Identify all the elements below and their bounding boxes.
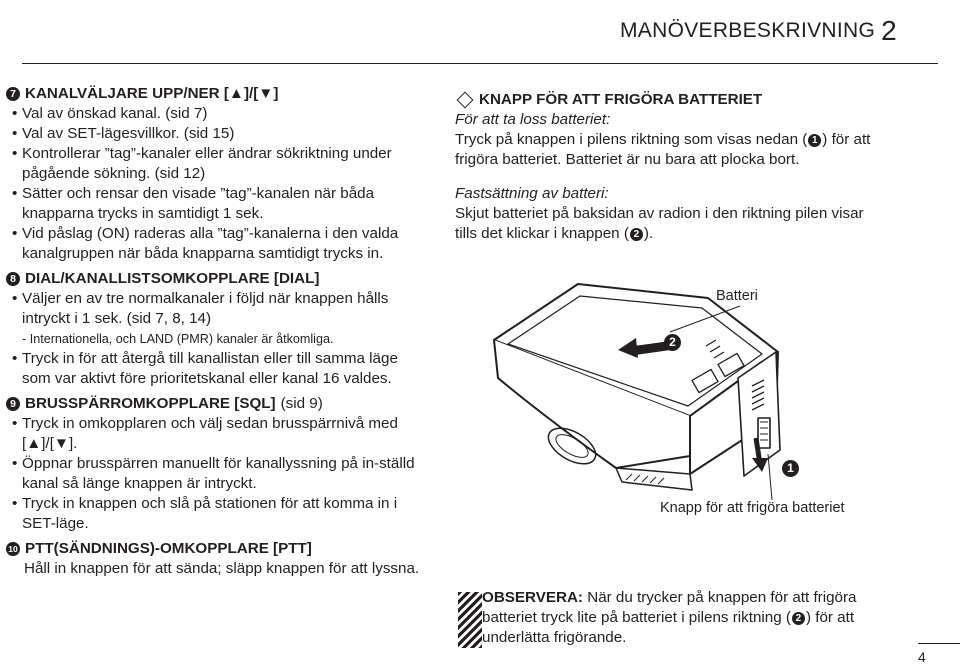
section-9 — [6, 394, 420, 534]
number-badge: 1 — [782, 460, 799, 477]
section-title: DIAL/KANALLISTSOMKOPPLARE [DIAL] — [25, 270, 320, 287]
list-item: • Kontrollerar ”tag”-kanaler eller ändrar sökriktning under pågående sökning. (sid 12) — [22, 144, 420, 184]
attach-battery-subheading: Fastsättning av batteri: — [455, 185, 609, 202]
note-text — [482, 588, 886, 648]
footer-rule — [918, 643, 960, 644]
number-badge: 2 — [664, 334, 681, 351]
section-page-ref: (sid 9) — [280, 395, 323, 412]
section-8-note: - Internationella, och LAND (PMR) kanaler är åtkomliga. — [22, 332, 334, 346]
list-item: • Tryck in omkopplaren och välj sedan brusspärrnivå med [▲]/[▼]. — [22, 414, 420, 454]
remove-battery-subheading: För att ta loss batteriet: — [455, 111, 611, 128]
section-7 — [6, 84, 420, 264]
text-part: Skjut batteriet på baksidan av radion i den riktning pilen visar tills det klickar i knappen ( — [455, 205, 864, 242]
list-item: • Vid påslag (ON) raderas alla ”tag”-kanalerna i den valda kanalgruppen när båda knapparna samtidigt trycks in. — [22, 224, 420, 264]
section-title: PTT(SÄNDNINGS)-OMKOPPLARE [PTT] — [25, 540, 312, 557]
list-item: • Val av SET-lägesvillkor. (sid 15) — [22, 124, 420, 144]
section-7-heading — [6, 84, 420, 104]
number-badge: 7 — [6, 87, 20, 101]
section-10-text: Håll in knappen för att sända; släpp knappen för att lyssna. — [24, 560, 420, 577]
list-item: • Tryck in knappen och slå på stationen för att komma in i SET-läge. — [22, 494, 420, 534]
section-8-list — [6, 289, 420, 329]
number-badge: 9 — [6, 397, 20, 411]
release-button-label: Knapp för att frigöra batteriet — [660, 500, 845, 516]
section-10-heading — [6, 539, 420, 559]
section-10 — [6, 539, 420, 579]
battery-release-heading — [455, 90, 875, 110]
diamond-icon — [457, 92, 474, 109]
remove-battery-text — [455, 130, 875, 170]
left-column — [6, 84, 420, 579]
section-8-list-2 — [6, 349, 420, 389]
section-title: KNAPP FÖR ATT FRIGÖRA BATTERIET — [479, 91, 763, 108]
list-item: • Tryck in för att återgå till kanallistan eller till samma läge som var aktivt före prioritetskanal eller kanal 16 valdes. — [22, 349, 420, 389]
page-number: 4 — [918, 649, 926, 665]
number-badge: 2 — [792, 612, 805, 625]
section-title: KANALVÄLJARE UPP/NER [▲]/[▼] — [25, 85, 279, 102]
radio-drawing — [476, 268, 906, 533]
number-badge: 1 — [808, 134, 821, 147]
text-part: Tryck på knappen i pilens riktning som visas nedan ( — [455, 131, 808, 148]
section-8 — [6, 269, 420, 389]
note-label: OBSERVERA: — [482, 589, 583, 606]
header-rule — [22, 63, 938, 64]
battery-label: Batteri — [716, 288, 758, 304]
right-column — [455, 90, 875, 244]
section-title: BRUSSPÄRROMKOPPLARE [SQL] — [25, 395, 276, 412]
list-item: • Sätter och rensar den visade ”tag”-kanalen när båda knapparna trycks in samtidigt 1 sek. — [22, 184, 420, 224]
number-badge: 8 — [6, 272, 20, 286]
list-item: • Öppnar brusspärren manuellt för kanallyssning på in-ställd kanal så länge knappen är intryckt. — [22, 454, 420, 494]
radio-battery-illustration — [476, 268, 906, 533]
number-badge: 2 — [630, 228, 643, 241]
section-8-heading — [6, 269, 420, 289]
number-badge: 10 — [6, 542, 20, 556]
chapter-title: MANÖVERBESKRIVNING — [620, 19, 876, 42]
text-part: ) för att frigöra batteriet. Batteriet är nu bara att plocka bort. — [455, 131, 871, 168]
text-part: ). — [643, 225, 654, 242]
note-box — [458, 588, 886, 648]
list-item: • Val av önskad kanal. (sid 7) — [22, 104, 420, 124]
section-9-heading — [6, 394, 420, 414]
section-9-list — [6, 414, 420, 534]
note-hatch-icon — [458, 592, 482, 648]
chapter-number: 2 — [881, 15, 897, 46]
chapter-header — [620, 12, 897, 44]
text-part: ) för att underlätta frigörande. — [482, 609, 855, 646]
attach-battery-text — [455, 204, 875, 244]
text-part: När du trycker på knappen för att frigöra batteriet tryck lite på batteriet i pilens riktning ( — [482, 589, 857, 626]
list-item: • Väljer en av tre normalkanaler i följd när knappen hålls intryckt i 1 sek. (sid 7, 8, 14) — [22, 289, 420, 329]
section-7-list — [6, 104, 420, 264]
